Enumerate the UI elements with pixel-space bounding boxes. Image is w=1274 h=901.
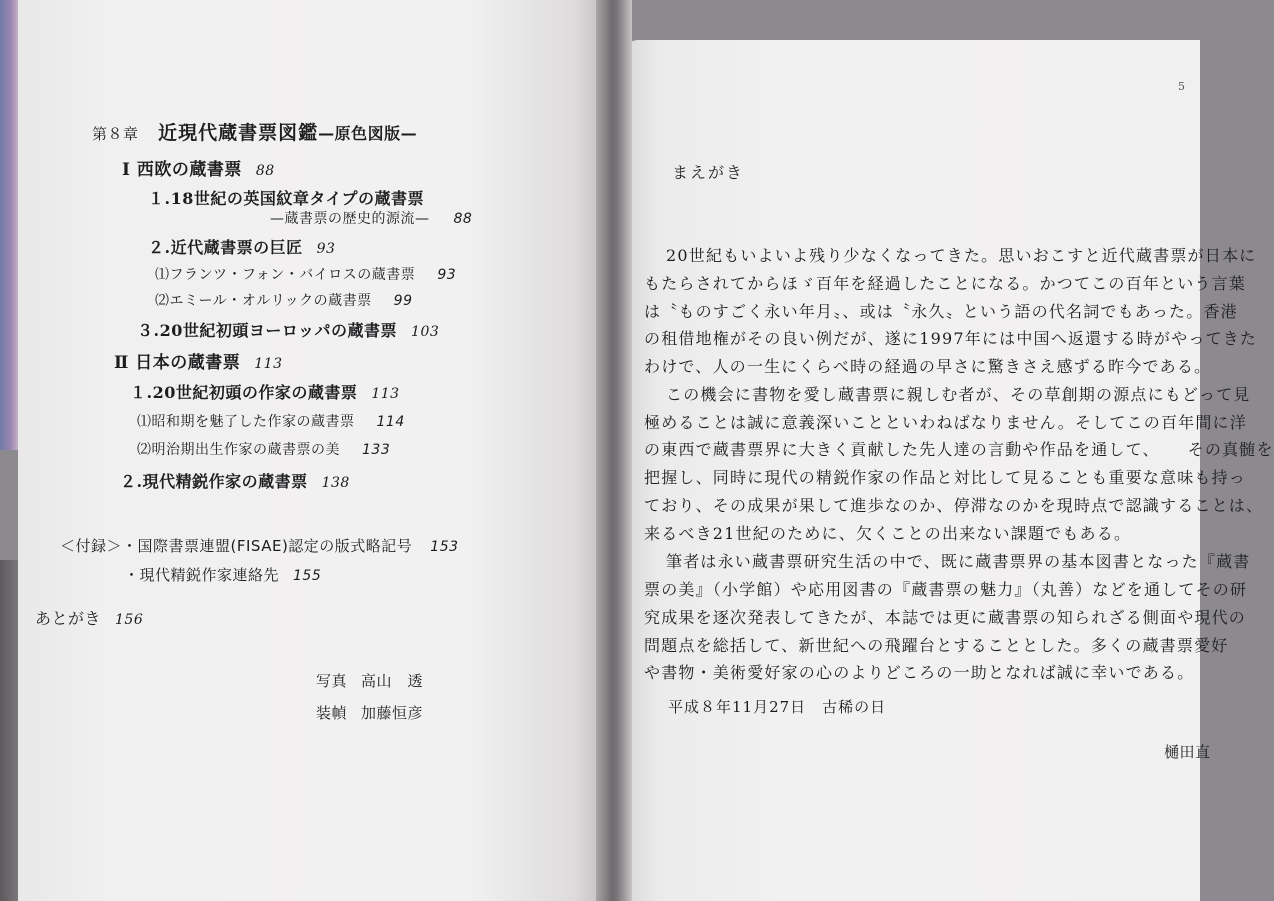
toc-item-2 (148, 235, 335, 258)
page-number: 133 (362, 442, 391, 458)
page-number: 88 (255, 163, 275, 179)
page-number: 114 (376, 414, 405, 430)
body-line: 票の美』（小学館）や応用図書の『蔵書票の魅力』（丸善）などを通してその研 (644, 580, 1248, 599)
body-line: 極めることは誠に意義深いことといわねばなりません。そしてこの百年間に洋 (644, 413, 1247, 432)
body-line: の租借地権がその良い例だが、遂に1997年には中国へ返還する時がやってきた (644, 329, 1258, 348)
page-number: 103 (411, 324, 440, 340)
toc-item-4a (137, 411, 405, 431)
page-number: 113 (371, 386, 400, 402)
toc-item-2b (155, 290, 413, 310)
toc-item-1-sub (270, 208, 472, 228)
section-title: Ⅱ 日本の蔵書票 (114, 353, 241, 373)
item-title: ⑵エミール・オルリックの蔵書票 (155, 293, 372, 309)
item-title: ２.現代精鋭作家の蔵書票 (120, 472, 308, 491)
toc-item-5 (120, 469, 350, 492)
body-line: 20世紀もいよいよ残り少なくなってきた。思いおこすと近代蔵書票が日本に (666, 246, 1257, 265)
page-number: 93 (316, 241, 336, 257)
photo-credit (316, 670, 423, 691)
body-line: や書物・美術愛好家の心のよりどころの一助となれば誠に幸いである。 (644, 663, 1195, 682)
body-line: 把握し、同時に現代の精鋭作家の作品と対比して見ることも重要な意味も持っ (644, 468, 1247, 487)
body-line: 筆者は永い蔵書票研究生活の中で、既に蔵書票界の基本図書となった『蔵書 (666, 552, 1251, 571)
body-line: もたらされてからほゞ百年を経過したことになる。かつてこの百年という言葉 (644, 274, 1247, 293)
toc-appendix (60, 535, 459, 556)
appendix-title: ・現代精鋭作家連絡先 (124, 566, 280, 584)
chapter-title: 近現代蔵書票図鑑 (158, 122, 319, 144)
author-signature: 樋田直 (1164, 743, 1211, 761)
page-number: 93 (437, 267, 457, 283)
toc-item-2a (155, 264, 456, 284)
toc-item-4 (130, 380, 400, 403)
item-title: ⑴フランツ・フォン・バイロスの蔵書票 (155, 267, 416, 283)
body-line: は〝ものすごく永い年月〟、或は〝永久〟という語の代名詞でもあった。香港 (644, 302, 1238, 321)
item-title: １.20世紀初頭の作家の蔵書票 (130, 383, 358, 402)
appendix-title: ＜付録＞・国際書票連盟(FISAE)認定の版式略記号 (60, 537, 413, 555)
body-line: 問題点を総括して、新世紀への飛躍台とすることとした。多くの蔵書票愛好 (644, 636, 1229, 655)
afterword-title: あとがき (35, 609, 102, 628)
item-title: ２.近代蔵書票の巨匠 (148, 238, 303, 257)
body-line: この機会に書物を愛し蔵書票に親しむ者が、その草創期の源点にもどって見 (666, 385, 1251, 404)
toc-section-2 (114, 348, 282, 373)
credit-label: 写真 (316, 672, 348, 690)
page-number: 138 (321, 475, 350, 491)
page-number: 156 (115, 612, 144, 628)
page-number: 5 (1178, 80, 1186, 93)
toc-item-3 (137, 318, 439, 341)
body-line: わけで、人の一生にくらべ時の経過の早さに驚きさえ感ずる昨今である。 (644, 357, 1212, 376)
chapter-heading (92, 118, 417, 145)
body-line: 来るべき21世紀のために、欠くことの出来ない課題でもある。 (644, 524, 1132, 543)
credit-name: 加藤恒彦 (361, 704, 424, 722)
toc-section-1 (122, 155, 275, 180)
item-title: １.18世紀の英国紋章タイプの蔵書票 (148, 189, 425, 208)
page-number: 153 (430, 539, 459, 555)
page-number: 88 (453, 211, 473, 227)
preface-heading: まえがき (672, 163, 745, 182)
chapter-label: 第８章 (92, 125, 139, 143)
page-number: 99 (393, 293, 413, 309)
credit-name: 高山 透 (361, 672, 424, 690)
body-line: ており、その成果が果して進歩なのか、停滞なのかを現時点で認識することは、 (644, 496, 1264, 515)
item-title: ３.20世紀初頭ヨーロッパの蔵書票 (137, 321, 398, 340)
page-number: 113 (254, 356, 283, 372)
item-subtitle: —蔵書票の歴史的源流— (270, 211, 430, 227)
design-credit (316, 702, 423, 723)
toc-item-4b (137, 439, 390, 459)
item-title: ⑵明治期出生作家の蔵書票の美 (137, 442, 340, 458)
credit-label: 装幀 (316, 704, 348, 722)
body-line: 究成果を逐次発表してきたが、本誌では更に蔵書票の知られざる側面や現代の (644, 608, 1247, 627)
toc-afterword (35, 606, 143, 629)
body-line-head: の東西で蔵書票界に大きく貢献した先人達の言動や作品を通して、 (644, 440, 1160, 459)
page-number: 155 (293, 568, 322, 584)
body-line-tail: その真髄を (1187, 440, 1274, 459)
item-title: ⑴昭和期を魅了した作家の蔵書票 (137, 414, 355, 430)
body-line (644, 437, 1274, 460)
toc-item-1 (148, 186, 424, 209)
chapter-subtitle: —原色図版— (318, 124, 418, 143)
section-title: Ⅰ 西欧の蔵書票 (122, 160, 242, 180)
toc-appendix-2 (124, 564, 321, 585)
preface-date: 平成８年11月27日 古稀の日 (668, 698, 887, 716)
book-gutter (596, 0, 632, 901)
